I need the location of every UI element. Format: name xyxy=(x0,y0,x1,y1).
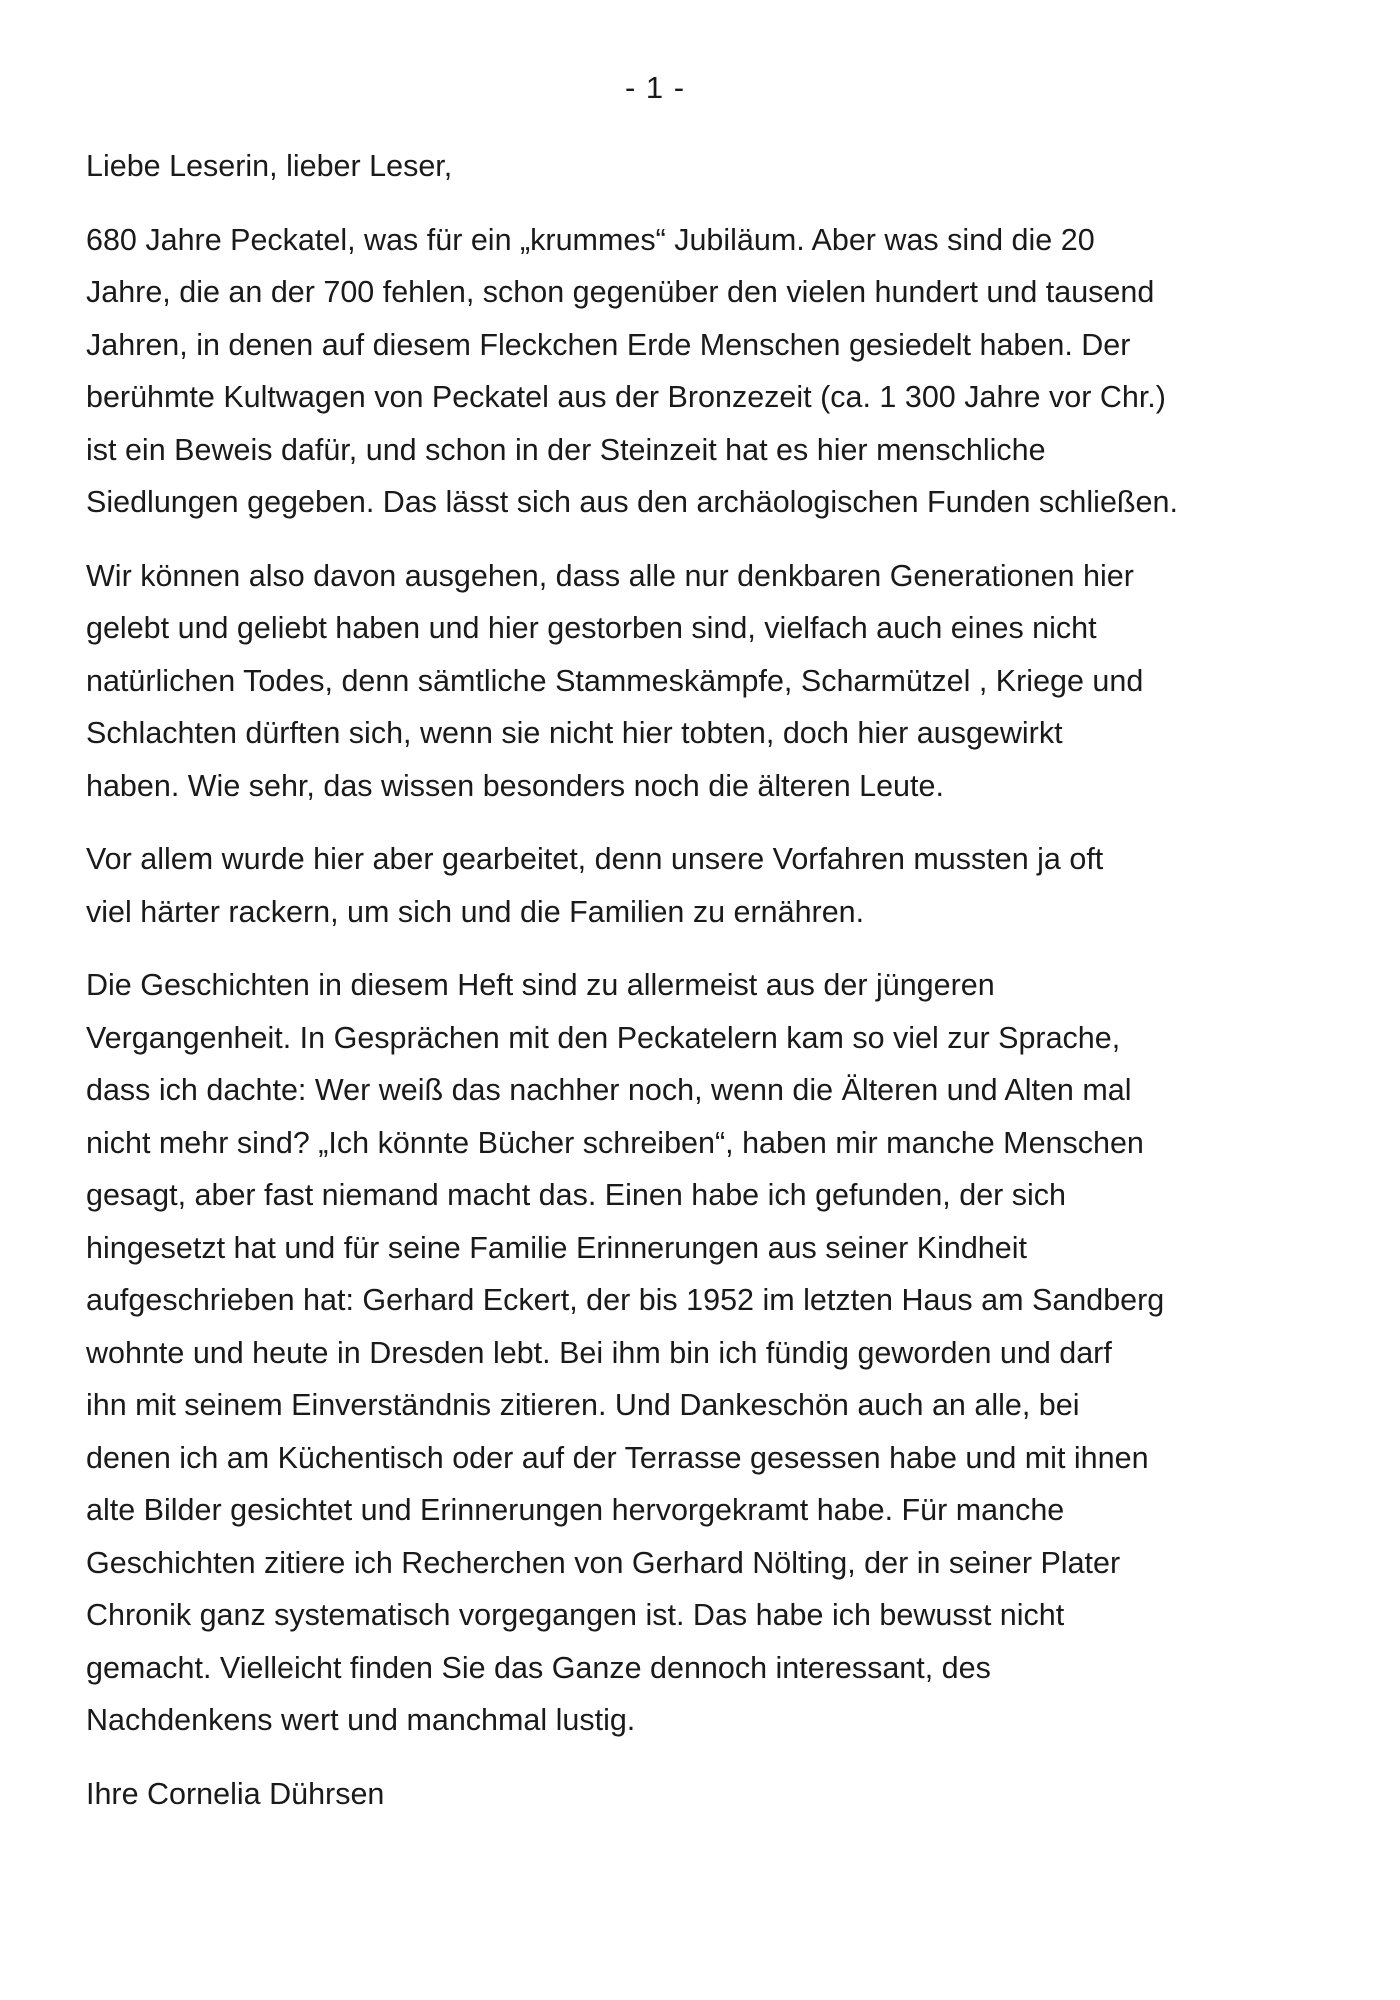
paragraph-stories: Die Geschichten in diesem Heft sind zu allermeist aus der jüngeren Vergangenheit. In Gesprächen mit den Peckatelern kam so viel zur Sprache, dass ich dachte: Wer weiß das nachher noch, wenn die Älteren und Alten mal nicht mehr sind? „Ich könnte Bücher schreiben“, haben mir manche Menschen gesagt, aber fast niemand macht das. Einen habe ich gefunden, der sich hingesetzt hat und für seine Familie Erinnerungen aus seiner Kindheit aufgeschrieben hat: Gerhard Eckert, der bis 1952 im letzten Haus am Sandberg wohnte und heute in Dresden lebt. Bei ihm bin ich fündig geworden und darf ihn mit seinem Einverständnis zitieren. Und Dankeschön auch an alle, bei denen ich am Küchentisch oder auf der Terrasse gesessen habe und mit ihnen alte Bilder gesichtet und Erinnerungen hervorgekramt habe. Für manche Geschichten zitiere ich Recherchen von Gerhard Nölting, der in seiner Plater Chronik ganz systematisch vorgegangen ist. Das habe ich bewusst nicht gemacht. Vielleicht finden Sie das Ganze dennoch interessant, des Nachdenkens wert und manchmal lustig. xyxy=(86,968,1165,1737)
salutation: Liebe Leserin, lieber Leser, xyxy=(86,149,453,183)
signature: Ihre Cornelia Dührsen xyxy=(86,1776,385,1811)
paragraph-anniversary: 680 Jahre Peckatel, was für ein „krummes“ Jubiläum. Aber was sind die 20 Jahre, die an der 700 fehlen, schon gegenüber den vielen hundert und tausend Jahren, in denen auf diesem Fleckchen Erde Menschen gesiedelt haben. Der berühmte Kultwagen von Peckatel aus der Bronzezeit (ca. 1 300 Jahre vor Chr.) ist ein Beweis dafür, und schon in der Steinzeit hat es hier menschliche Siedlungen gegeben. Das lässt sich aus den archäologischen Funden schließen. xyxy=(86,222,1178,519)
letter-body xyxy=(86,140,1326,1820)
paragraph-work: Vor allem wurde hier aber gearbeitet, denn unsere Vorfahren mussten ja oft viel härter rackern, um sich und die Familien zu ernähren. xyxy=(86,842,1104,929)
page-number: - 1 - xyxy=(624,70,686,105)
paragraph-generations: Wir können also davon ausgehen, dass alle nur denkbaren Generationen hier gelebt und geliebt haben und hier gestorben sind, vielfach auch eines nicht natürlichen Todes, denn sämtliche Stammeskämpfe, Scharmützel , Kriege und Schlachten dürften sich, wenn sie nicht hier tobten, doch hier ausgewirkt haben. Wie sehr, das wissen besonders noch die älteren Leute. xyxy=(86,558,1144,803)
